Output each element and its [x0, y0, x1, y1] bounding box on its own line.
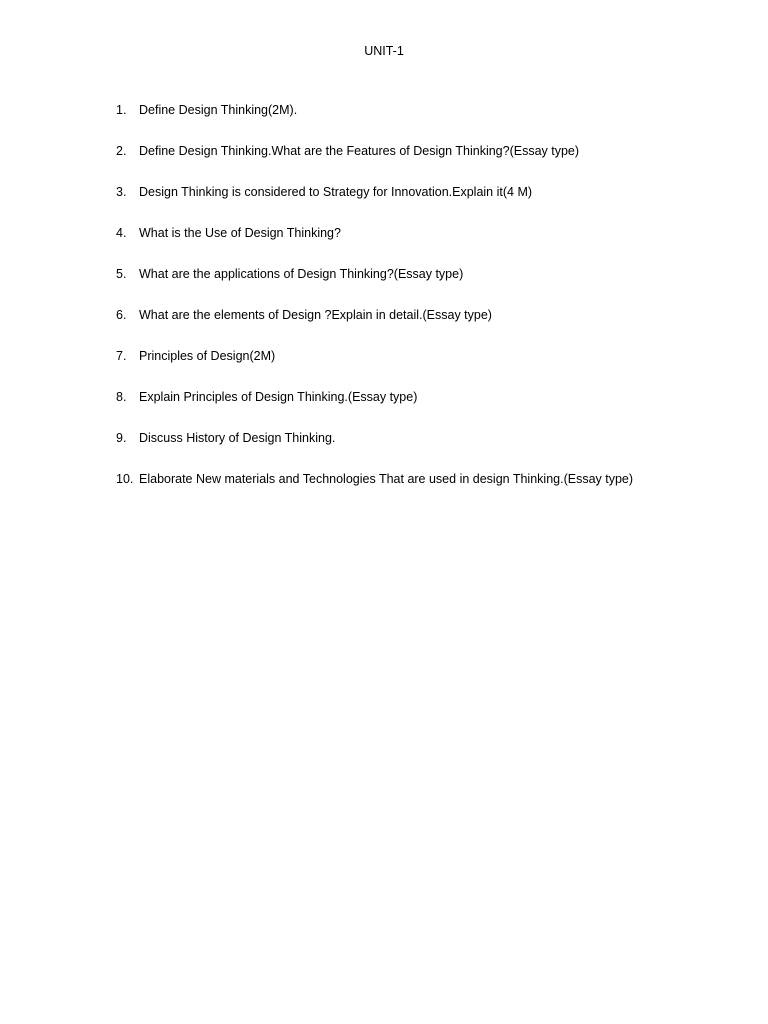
list-item	[116, 348, 756, 389]
question-number: 5.	[116, 267, 127, 281]
question-text: Define Design Thinking(2M).	[139, 103, 298, 117]
page-title: UNIT-1	[364, 44, 404, 58]
list-item	[116, 143, 756, 184]
question-number: 10.	[116, 472, 134, 486]
list-item	[116, 471, 756, 512]
question-number: 7.	[116, 349, 127, 363]
question-number: 9.	[116, 431, 127, 445]
question-number: 8.	[116, 390, 127, 404]
list-item	[116, 266, 756, 307]
list-item	[116, 184, 756, 225]
list-item	[116, 389, 756, 430]
question-number: 2.	[116, 144, 127, 158]
question-text: What are the elements of Design ?Explain in detail.(Essay type)	[139, 308, 492, 322]
question-number: 4.	[116, 226, 127, 240]
question-text: What is the Use of Design Thinking?	[139, 226, 341, 240]
question-text: Discuss History of Design Thinking.	[139, 431, 336, 445]
question-number: 3.	[116, 185, 127, 199]
question-number: 1.	[116, 103, 127, 117]
question-text: Define Design Thinking.What are the Features of Design Thinking?(Essay type)	[139, 144, 580, 158]
question-list	[116, 102, 756, 512]
question-text: Elaborate New materials and Technologies That are used in design Thinking.(Essay type)	[139, 472, 634, 486]
question-text: What are the applications of Design Thinking?(Essay type)	[139, 267, 464, 281]
list-item	[116, 102, 756, 143]
question-text: Explain Principles of Design Thinking.(Essay type)	[139, 390, 418, 404]
question-text: Principles of Design(2M)	[139, 349, 276, 363]
list-item	[116, 430, 756, 471]
list-item	[116, 307, 756, 348]
question-number: 6.	[116, 308, 127, 322]
question-text: Design Thinking is considered to Strategy for Innovation.Explain it(4 M)	[139, 185, 533, 199]
list-item	[116, 225, 756, 266]
